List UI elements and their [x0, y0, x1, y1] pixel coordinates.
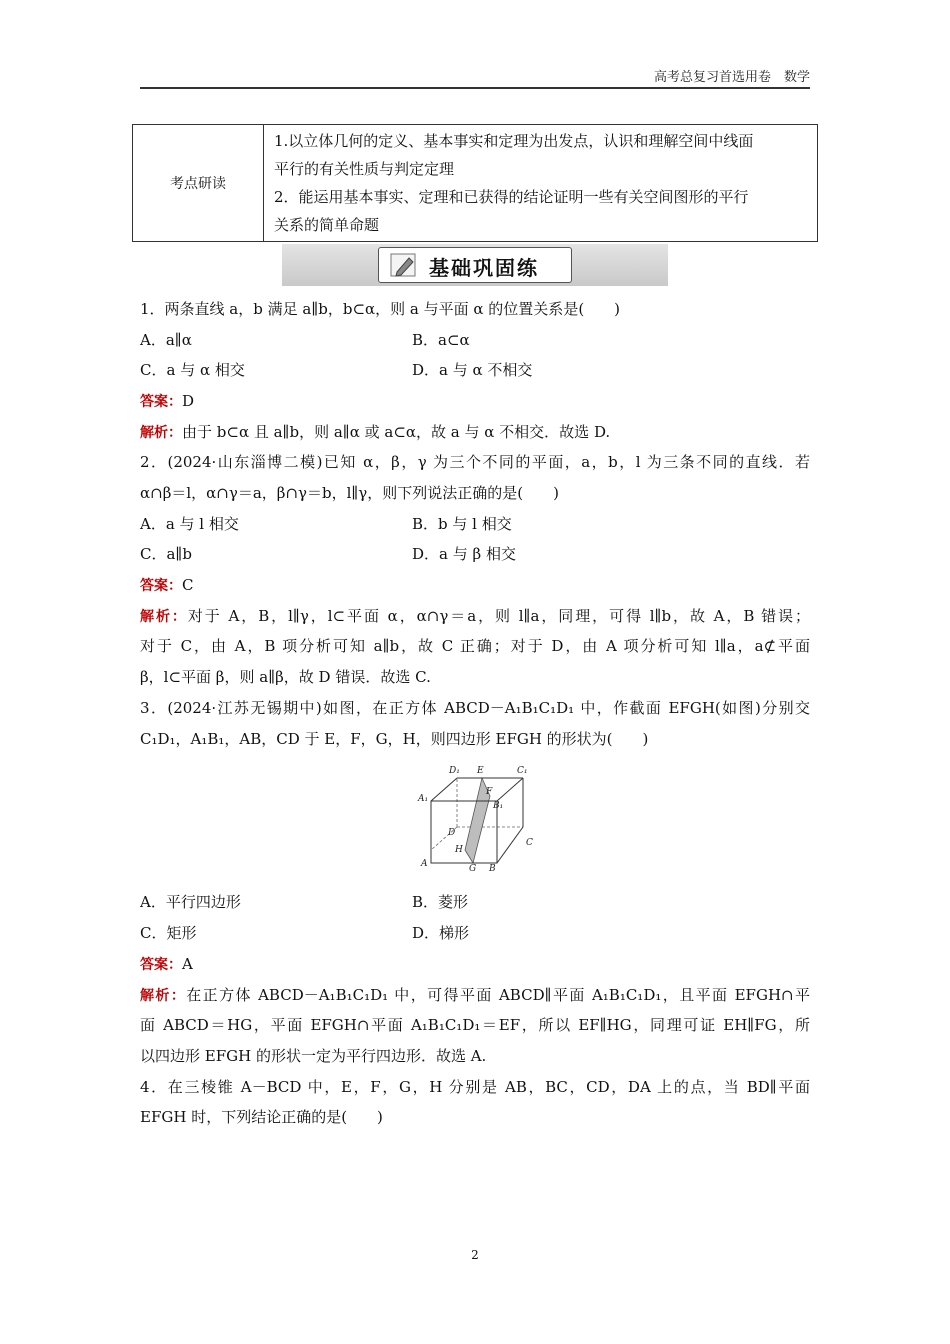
answer-label: 答案： — [140, 578, 182, 594]
header-rule — [140, 87, 810, 89]
q2-analysis-line: β，l⊂平面 β，则 a∥β，故 D 错误．故选 C. — [140, 668, 431, 686]
study-point-line: 平行的有关性质与判定定理 — [274, 160, 455, 178]
q1-option-a: A．a∥α — [140, 331, 192, 349]
study-points-table — [132, 124, 818, 242]
cube-front-face — [431, 801, 497, 863]
label-d1: D₁ — [449, 766, 460, 776]
label-d: D — [448, 828, 456, 838]
q2-analysis-line: 对于 C，由 A，B 项分析可知 a∥b，故 C 正确；对于 D，由 A 项分析可知 l∥a，a⊄平面 — [140, 637, 810, 655]
page-number: 2 — [471, 1248, 479, 1262]
pencil-icon — [389, 252, 419, 278]
section-banner-box — [378, 247, 572, 283]
label-a: A — [421, 859, 428, 869]
label-a1: A₁ — [418, 794, 429, 804]
q2-option-c: C．a∥b — [140, 545, 192, 563]
cube-figure — [413, 760, 535, 872]
cube-edge — [431, 778, 457, 801]
q2-option-a: A．a 与 l 相交 — [140, 515, 239, 533]
section-banner — [282, 244, 668, 286]
answer-label: 答案： — [140, 957, 182, 973]
q2-analysis-text: 对于 A，B，l∥γ，l⊂平面 α，α∩γ＝a，则 l∥a，同理，可得 l∥b，故 A，B 错误； — [187, 607, 811, 625]
q3-option-c: C．矩形 — [140, 924, 197, 942]
q1-stem: 1．两条直线 a，b 满足 a∥b，b⊂α，则 a 与平面 α 的位置关系是( ) — [140, 300, 621, 318]
study-point-line: 1.以立体几何的定义、基本事实和定理为出发点，认识和理解空间中线面 — [274, 132, 754, 150]
q1-answer — [140, 389, 810, 413]
q3-option-d: D．梯形 — [412, 924, 470, 942]
q4-stem-line: EFGH 时，下列结论正确的是( ) — [140, 1108, 383, 1126]
analysis-label: 解析： — [140, 609, 188, 625]
label-f: F — [486, 787, 493, 797]
label-g: G — [469, 864, 477, 872]
q1-analysis-text: 由于 b⊂α 且 a∥b，则 a∥α 或 a⊂α，故 a 与 α 不相交．故选 D. — [182, 423, 611, 441]
q2-answer-value: C — [182, 576, 194, 594]
label-b: B — [489, 864, 496, 872]
q3-analysis-text: 在正方体 ABCD－A₁B₁C₁D₁ 中，可得平面 ABCD∥平面 A₁B₁C₁D₁，且平面 EFGH∩平 — [186, 986, 811, 1004]
q3-answer-value: A — [182, 955, 193, 973]
q2-analysis-line — [140, 604, 810, 628]
q2-option-b: B．b 与 l 相交 — [412, 515, 512, 533]
study-points-label: 考点研读 — [133, 125, 264, 242]
q3-analysis-line: 以四边形 EFGH 的形状一定为平行四边形．故选 A. — [140, 1047, 487, 1065]
label-b1: B₁ — [493, 801, 504, 811]
q2-stem-line: 2．(2024·山东淄博二模)已知 α，β，γ 为三个不同的平面，a，b，l 为三条不同的直线．若 — [140, 453, 810, 471]
cube-edge — [497, 827, 523, 863]
analysis-label: 解析： — [140, 425, 182, 441]
label-e: E — [477, 766, 484, 776]
q2-stem-line: α∩β＝l，α∩γ＝a，β∩γ＝b，l∥γ，则下列说法正确的是( ) — [140, 484, 559, 502]
q3-answer — [140, 952, 810, 976]
label-h: H — [455, 845, 463, 855]
q1-option-b: B．a⊂α — [412, 331, 470, 349]
study-points-content — [264, 125, 818, 242]
q3-stem-line: C₁D₁，A₁B₁，AB，CD 于 E，F，G，H，则四边形 EFGH 的形状为( ) — [140, 730, 649, 748]
q1-option-d: D．a 与 α 不相交 — [412, 361, 533, 379]
label-c: C — [526, 838, 533, 848]
answer-label: 答案： — [140, 394, 182, 410]
q1-option-c: C．a 与 α 相交 — [140, 361, 245, 379]
q3-option-a: A．平行四边形 — [140, 893, 241, 911]
label-c1: C₁ — [517, 766, 528, 776]
page-header: 高考总复习首选用卷 数学 — [653, 70, 810, 85]
q3-analysis-line — [140, 983, 810, 1007]
q3-option-b: B．菱形 — [412, 893, 469, 911]
section-title: 基础巩固练 — [429, 256, 539, 280]
study-point-line: 2．能运用基本事实、定理和已获得的结论证明一些有关空间图形的平行 — [274, 188, 749, 206]
q1-analysis — [140, 420, 810, 444]
q1-answer-value: D — [182, 392, 195, 410]
cube-edge — [497, 778, 523, 801]
analysis-label: 解析： — [140, 988, 187, 1004]
q3-analysis-line: 面 ABCD＝HG，平面 EFGH∩平面 A₁B₁C₁D₁＝EF，所以 EF∥HG，同理可证 EH∥FG，所 — [140, 1016, 810, 1034]
q3-stem-line: 3．(2024·江苏无锡期中)如图，在正方体 ABCD－A₁B₁C₁D₁ 中，作截面 EFGH(如图)分别交 — [140, 699, 810, 717]
study-point-line: 关系的简单命题 — [274, 216, 380, 234]
q2-answer — [140, 573, 810, 597]
q2-option-d: D．a 与 β 相交 — [412, 545, 516, 563]
q4-stem-line: 4．在三棱锥 A－BCD 中，E，F，G，H 分别是 AB，BC，CD，DA 上的点，当 BD∥平面 — [140, 1078, 810, 1096]
